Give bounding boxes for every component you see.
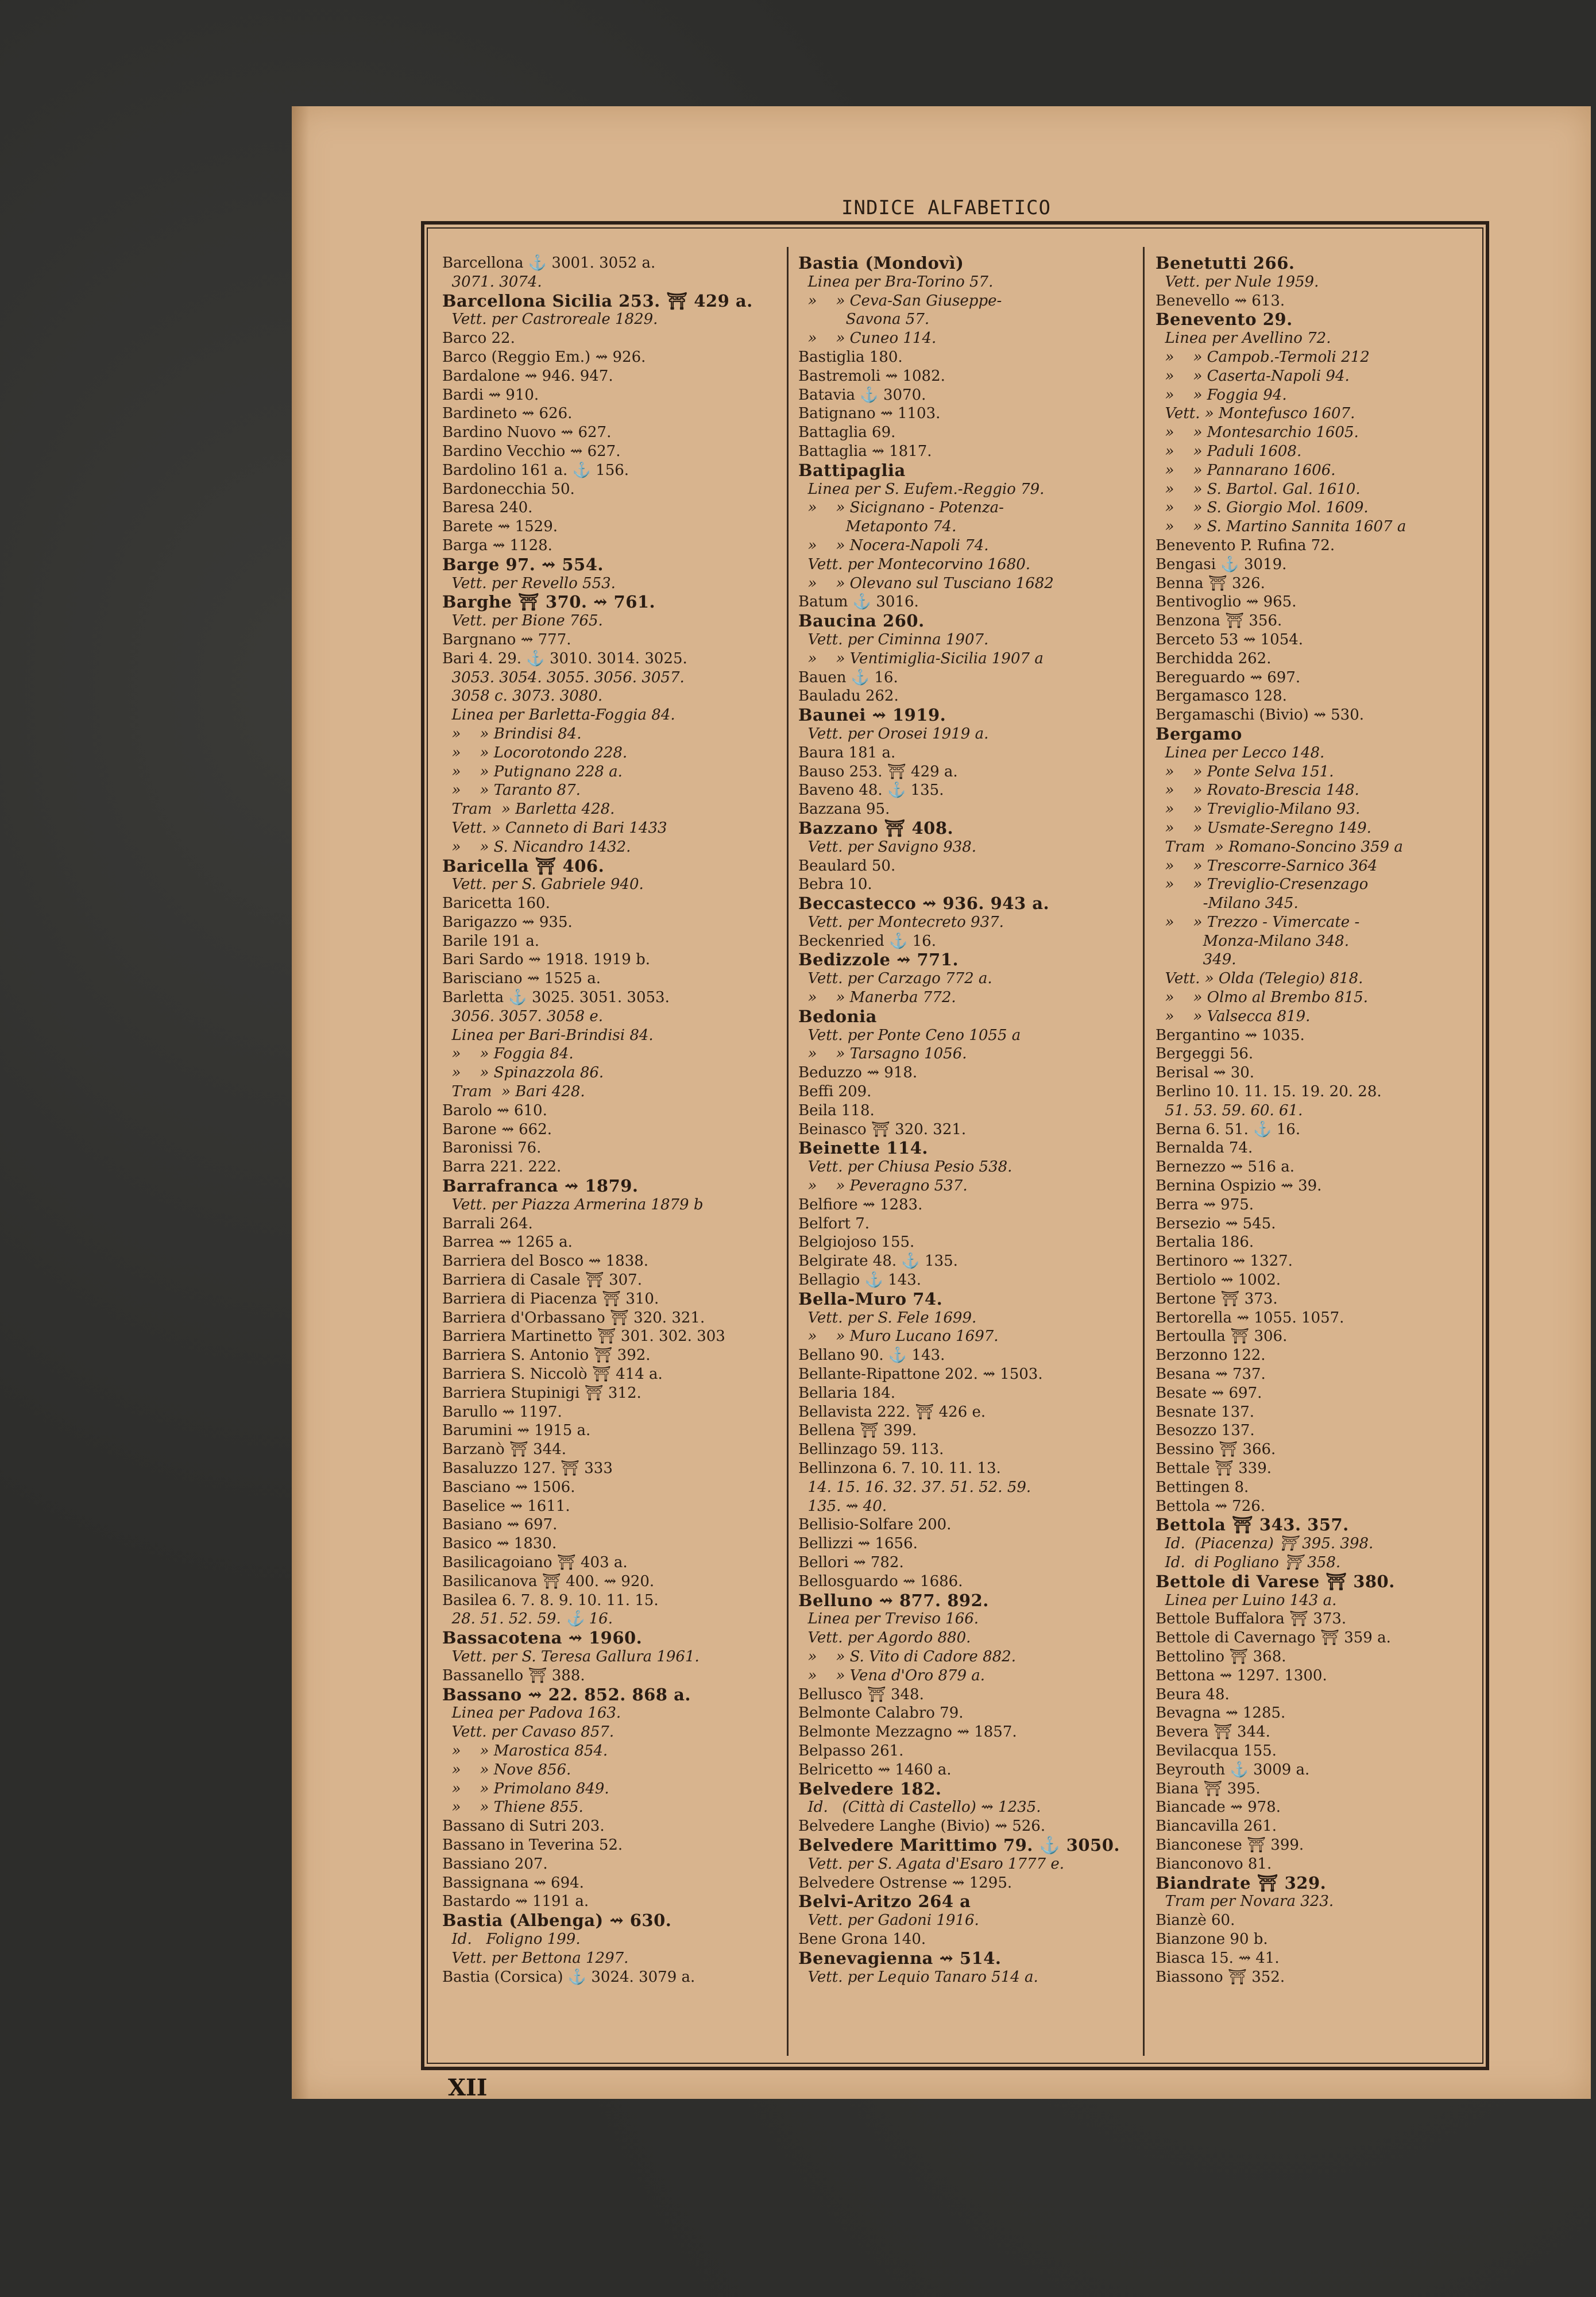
index-entry-line: Barile 191 a. bbox=[442, 932, 539, 950]
index-entry-line: » » Primolano 849. bbox=[442, 1780, 609, 1797]
index-entry-line: Benevagienna ⇝ 514. bbox=[798, 1948, 1002, 1968]
index-entry-line: Baronissi 76. bbox=[442, 1139, 542, 1157]
index-entry-line: Bastia (Corsica) ⚓ 3024. 3079 a. bbox=[442, 1968, 695, 1986]
index-entry-line: Bassano in Teverina 52. bbox=[442, 1836, 623, 1854]
index-entry-line: Vett. per Carzago 772 a. bbox=[798, 970, 992, 988]
index-entry-line: » » Pannarano 1606. bbox=[1156, 461, 1336, 479]
index-entry-line: Barriera di Casale ⛩ 307. bbox=[442, 1271, 642, 1289]
index-entry-line: Belgirate 48. ⚓ 135. bbox=[798, 1252, 958, 1270]
index-entry-line: Besnate 137. bbox=[1156, 1403, 1255, 1421]
index-entry-line: Berra ⇝ 975. bbox=[1156, 1196, 1254, 1213]
index-entry-line: » » Cuneo 114. bbox=[798, 330, 937, 347]
index-entry-line: Bellori ⇝ 782. bbox=[798, 1553, 904, 1571]
index-entry-line: Bianzè 60. bbox=[1156, 1912, 1235, 1929]
index-entry-line: Bazzana 95. bbox=[798, 801, 890, 818]
index-entry-line: Bassano di Sutri 203. bbox=[442, 1818, 605, 1835]
index-entry-line: 14. 15. 16. 32. 37. 51. 52. 59. bbox=[798, 1478, 1031, 1496]
index-entry-line: Id. (Città di Castello) ⇝ 1235. bbox=[798, 1799, 1041, 1816]
index-entry-line: » » Nove 856. bbox=[442, 1761, 571, 1778]
index-entry-line: Id. di Pogliano ⛩ 358. bbox=[1156, 1553, 1341, 1571]
index-entry-line: Vett. per Piazza Armerina 1879 b bbox=[442, 1196, 704, 1213]
index-entry-line: Bebra 10. bbox=[798, 876, 872, 894]
index-entry-line: Barga ⇝ 1128. bbox=[442, 536, 552, 554]
page-number: XII bbox=[448, 2074, 488, 2101]
index-entry-line: » » Thiene 855. bbox=[442, 1799, 583, 1816]
index-entry-line: Belvedere Ostrense ⇝ 1295. bbox=[798, 1874, 1013, 1892]
index-entry-line: Benevento 29. bbox=[1156, 310, 1293, 330]
index-entry-line: Benevento P. Rufina 72. bbox=[1156, 536, 1335, 554]
index-entry-line: Bernalda 74. bbox=[1156, 1139, 1253, 1157]
index-entry-line: Bertorella ⇝ 1055. 1057. bbox=[1156, 1309, 1344, 1327]
index-entry-line: Barletta ⚓ 3025. 3051. 3053. bbox=[442, 989, 670, 1007]
index-entry-line: Bardalone ⇝ 946. 947. bbox=[442, 367, 613, 385]
index-entry-line: Biana ⛩ 395. bbox=[1156, 1780, 1261, 1797]
index-entry-line: Bastardo ⇝ 1191 a. bbox=[442, 1893, 589, 1911]
index-entry-line: Savona 57. bbox=[798, 311, 930, 328]
index-entry-line: Belfort 7. bbox=[798, 1215, 870, 1232]
index-entry-line: 3071. 3074. bbox=[442, 273, 542, 291]
index-entry-line: Biancavilla 261. bbox=[1156, 1818, 1277, 1835]
index-entry-line: Linea per S. Eufem.-Reggio 79. bbox=[798, 480, 1045, 498]
index-entry-line: Basiano ⇝ 697. bbox=[442, 1516, 558, 1534]
index-entry-line: » » Ceva-San Giuseppe- bbox=[798, 292, 1002, 310]
index-entry-line: » » Tarsagno 1056. bbox=[798, 1045, 967, 1063]
index-entry-line: Berchidda 262. bbox=[1156, 649, 1272, 667]
index-entry-line: 3058 c. 3073. 3080. bbox=[442, 687, 603, 705]
index-entry-line: Bersezio ⇝ 545. bbox=[1156, 1215, 1276, 1232]
index-entry-line: » » S. Martino Sannita 1607 a bbox=[1156, 518, 1406, 536]
index-entry-line: » » Muro Lucano 1697. bbox=[798, 1328, 999, 1345]
index-entry-line: » » Foggia 94. bbox=[1156, 386, 1287, 404]
index-entry-line: Vett. per Orosei 1919 a. bbox=[798, 725, 989, 743]
index-entry-line: Bertone ⛩ 373. bbox=[1156, 1290, 1278, 1308]
index-entry-line: » » Montesarchio 1605. bbox=[1156, 424, 1359, 442]
index-entry-line: Berna 6. 51. ⚓ 16. bbox=[1156, 1120, 1301, 1138]
index-entry-line: Vett. per Montecreto 937. bbox=[798, 913, 1004, 931]
index-entry-line: Baselice ⇝ 1611. bbox=[442, 1497, 570, 1515]
index-entry-line: » » Foggia 84. bbox=[442, 1045, 574, 1063]
index-column-2 bbox=[798, 254, 1143, 2051]
index-entry-line: Biancade ⇝ 978. bbox=[1156, 1799, 1281, 1816]
index-entry-line: Tram » Romano-Soncino 359 a bbox=[1156, 838, 1403, 856]
index-entry-line: Bassanello ⛩ 388. bbox=[442, 1666, 585, 1684]
index-entry-line: Beyrouth ⚓ 3009 a. bbox=[1156, 1761, 1310, 1778]
index-entry-line: Barriera S. Antonio ⛩ 392. bbox=[442, 1347, 651, 1364]
index-entry-line: Bedonia bbox=[798, 1006, 877, 1026]
index-entry-line: Bellinzago 59. 113. bbox=[798, 1441, 944, 1459]
index-entry-line: Baveno 48. ⚓ 135. bbox=[798, 782, 944, 799]
index-column-1 bbox=[442, 254, 787, 2051]
index-entry-line: Vett. per Lequio Tanaro 514 a. bbox=[798, 1968, 1038, 1986]
index-entry-line: Baricella ⛩ 406. bbox=[442, 856, 605, 876]
index-entry-line: Bedizzole ⇝ 771. bbox=[798, 950, 959, 970]
index-entry-line: Barzanò ⛩ 344. bbox=[442, 1441, 567, 1459]
index-entry-line: Vett. » Montefusco 1607. bbox=[1156, 405, 1355, 423]
index-entry-line: Besate ⇝ 697. bbox=[1156, 1384, 1262, 1402]
index-entry-line: Bertoulla ⛩ 306. bbox=[1156, 1328, 1288, 1345]
index-entry-line: Bertinoro ⇝ 1327. bbox=[1156, 1252, 1293, 1270]
index-entry-line: Baura 181 a. bbox=[798, 744, 896, 761]
index-entry-line: 51. 53. 59. 60. 61. bbox=[1156, 1101, 1303, 1119]
index-entry-line: Vett. per Ponte Ceno 1055 a bbox=[798, 1026, 1021, 1044]
index-entry-line: Bettola ⇝ 726. bbox=[1156, 1497, 1266, 1515]
index-entry-line: Belmonte Mezzagno ⇝ 1857. bbox=[798, 1723, 1017, 1741]
index-entry-line: Bergeggi 56. bbox=[1156, 1045, 1254, 1063]
index-entry-line: Beaulard 50. bbox=[798, 857, 896, 875]
index-entry-line: Vett. per S. Gabriele 940. bbox=[442, 876, 644, 894]
index-entry-line: » » Olevano sul Tusciano 1682 bbox=[798, 574, 1054, 592]
index-entry-line: Bellaria 184. bbox=[798, 1384, 896, 1402]
index-entry-line: Beinette 114. bbox=[798, 1138, 928, 1158]
index-entry-line: Barolo ⇝ 610. bbox=[442, 1101, 547, 1119]
index-entry-line: » » Marostica 854. bbox=[442, 1742, 608, 1760]
index-entry-line: Barriera d'Orbassano ⛩ 320. 321. bbox=[442, 1309, 705, 1327]
index-entry-line: Monza-Milano 348. bbox=[1156, 932, 1349, 950]
index-entry-line: Barisciano ⇝ 1525 a. bbox=[442, 970, 601, 988]
index-entry-line: Bassano ⇝ 22. 852. 868 a. bbox=[442, 1684, 691, 1704]
index-entry-line: Bellante-Ripattone 202. ⇝ 1503. bbox=[798, 1366, 1043, 1383]
index-entry-line: Belfiore ⇝ 1283. bbox=[798, 1196, 923, 1213]
index-entry-line: Beura 48. bbox=[1156, 1685, 1230, 1703]
index-entry-line: Bianconese ⛩ 399. bbox=[1156, 1836, 1304, 1854]
column-rule-2 bbox=[1143, 247, 1145, 2056]
index-entry-line: » » Campob.-Termoli 212 bbox=[1156, 348, 1370, 366]
index-entry-line: Basilea 6. 7. 8. 9. 10. 11. 15. bbox=[442, 1591, 659, 1609]
index-entry-line: Bargnano ⇝ 777. bbox=[442, 631, 571, 648]
index-entry-line: » » Brindisi 84. bbox=[442, 725, 582, 743]
index-entry-line: Basilicanova ⛩ 400. ⇝ 920. bbox=[442, 1572, 655, 1590]
index-entry-line: Biasca 15. ⇝ 41. bbox=[1156, 1949, 1280, 1967]
index-entry-line: Battaglia ⇝ 1817. bbox=[798, 442, 932, 460]
index-entry-line: Bertiolo ⇝ 1002. bbox=[1156, 1271, 1281, 1289]
index-entry-line: Bari Sardo ⇝ 1918. 1919 b. bbox=[442, 951, 651, 969]
index-entry-line: Bari 4. 29. ⚓ 3010. 3014. 3025. bbox=[442, 649, 687, 667]
index-entry-line: Barone ⇝ 662. bbox=[442, 1120, 552, 1138]
index-entry-line: Bastiglia 180. bbox=[798, 348, 903, 366]
index-entry-line: Bettola ⛩ 343. 357. bbox=[1156, 1515, 1349, 1535]
index-entry-line: » » Manerba 772. bbox=[798, 989, 956, 1007]
index-entry-line: Bessino ⛩ 366. bbox=[1156, 1441, 1276, 1459]
index-entry-line: » » S. Bartol. Gal. 1610. bbox=[1156, 480, 1361, 498]
index-entry-line: Basaluzzo 127. ⛩ 333 bbox=[442, 1460, 613, 1477]
index-entry-line: Barrali 264. bbox=[442, 1215, 533, 1232]
index-entry-line: Bassignana ⇝ 694. bbox=[442, 1874, 584, 1892]
index-entry-line: 3056. 3057. 3058 e. bbox=[442, 1007, 604, 1025]
index-entry-line: Barrea ⇝ 1265 a. bbox=[442, 1233, 573, 1251]
index-entry-line: Baricetta 160. bbox=[442, 895, 550, 912]
index-entry-line: Bassacotena ⇝ 1960. bbox=[442, 1628, 643, 1648]
index-entry-line: Belmonte Calabro 79. bbox=[798, 1704, 964, 1722]
index-entry-line: Bernezzo ⇝ 516 a. bbox=[1156, 1158, 1295, 1176]
index-entry-line: Batignano ⇝ 1103. bbox=[798, 405, 941, 423]
index-entry-line: Bianconovo 81. bbox=[1156, 1855, 1272, 1873]
index-entry-line: Linea per Barletta-Foggia 84. bbox=[442, 706, 675, 724]
index-entry-line: -Milano 345. bbox=[1156, 895, 1299, 912]
index-entry-line: Linea per Treviso 166. bbox=[798, 1610, 979, 1628]
index-entry-line: » » Vena d'Oro 879 a. bbox=[798, 1666, 986, 1684]
index-entry-line: Bardino Vecchio ⇝ 627. bbox=[442, 442, 621, 460]
index-entry-line: Bettolino ⛩ 368. bbox=[1156, 1648, 1286, 1665]
index-entry-line: Beduzzo ⇝ 918. bbox=[798, 1064, 918, 1082]
index-entry-line: Linea per Bra-Torino 57. bbox=[798, 273, 994, 291]
index-entry-line: Bella-Muro 74. bbox=[798, 1289, 943, 1309]
index-entry-line: Bergamo bbox=[1156, 724, 1242, 744]
index-entry-line: Bellosguardo ⇝ 1686. bbox=[798, 1572, 963, 1590]
index-entry-line: Batum ⚓ 3016. bbox=[798, 593, 919, 611]
index-entry-line: Vett. per Cavaso 857. bbox=[442, 1723, 615, 1741]
index-entry-line: Linea per Padova 163. bbox=[442, 1704, 621, 1722]
index-entry-line: Bevilacqua 155. bbox=[1156, 1742, 1277, 1760]
index-entry-line: » » Taranto 87. bbox=[442, 782, 581, 799]
index-entry-line: Vett. per Bione 765. bbox=[442, 612, 603, 630]
index-entry-line: » » S. Vito di Cadore 882. bbox=[798, 1648, 1016, 1665]
index-entry-line: Linea per Avellino 72. bbox=[1156, 330, 1331, 347]
index-entry-line: Bertalia 186. bbox=[1156, 1233, 1254, 1251]
index-entry-line: » » S. Nicandro 1432. bbox=[442, 838, 631, 856]
index-entry-line: 3053. 3054. 3055. 3056. 3057. bbox=[442, 668, 685, 686]
index-entry-line: Linea per Luino 143 a. bbox=[1156, 1591, 1337, 1609]
index-entry-line: Bergamaschi (Bivio) ⇝ 530. bbox=[1156, 706, 1365, 724]
index-entry-line: » » Valsecca 819. bbox=[1156, 1007, 1311, 1025]
index-entry-line: Bergamasco 128. bbox=[1156, 687, 1287, 705]
index-entry-line: Vett. per S. Fele 1699. bbox=[798, 1309, 977, 1327]
index-entry-line: Barghe ⛩ 370. ⇝ 761. bbox=[442, 592, 656, 612]
index-entry-line: Barge 97. ⇝ 554. bbox=[442, 554, 604, 574]
index-entry-line: Vett. per S. Agata d'Esaro 1777 e. bbox=[798, 1855, 1065, 1873]
index-entry-line: Barriera del Bosco ⇝ 1838. bbox=[442, 1252, 649, 1270]
index-entry-line: Belvedere 182. bbox=[798, 1778, 942, 1799]
index-entry-line: Bazzano ⛩ 408. bbox=[798, 818, 954, 838]
index-entry-line: Biassono ⛩ 352. bbox=[1156, 1968, 1285, 1986]
index-entry-line: Bassiano 207. bbox=[442, 1855, 548, 1873]
index-entry-line: Belgiojoso 155. bbox=[798, 1233, 915, 1251]
index-entry-line: Beckenried ⚓ 16. bbox=[798, 932, 936, 950]
index-entry-line: Bauladu 262. bbox=[798, 687, 899, 705]
index-entry-line: Belluno ⇝ 877. 892. bbox=[798, 1590, 989, 1610]
index-entry-line: Baucina 260. bbox=[798, 611, 925, 631]
index-entry-line: » » Nocera-Napoli 74. bbox=[798, 536, 989, 554]
index-entry-line: » » Paduli 1608. bbox=[1156, 442, 1302, 460]
index-entry-line: Besana ⇝ 737. bbox=[1156, 1366, 1266, 1383]
index-entry-line: Barrafranca ⇝ 1879. bbox=[442, 1176, 639, 1196]
index-entry-line: Beffi 209. bbox=[798, 1083, 872, 1101]
index-entry-line: Bergantino ⇝ 1035. bbox=[1156, 1026, 1305, 1044]
index-entry-line: Bentivoglio ⇝ 965. bbox=[1156, 593, 1297, 611]
index-entry-line: » » S. Giorgio Mol. 1609. bbox=[1156, 499, 1369, 517]
index-entry-line: Barra 221. 222. bbox=[442, 1158, 562, 1176]
index-entry-line: Battipaglia bbox=[798, 460, 906, 480]
index-entry-line: Barriera Stupinigi ⛩ 312. bbox=[442, 1384, 642, 1402]
index-column-3 bbox=[1156, 254, 1500, 2051]
index-entry-line: Bastremoli ⇝ 1082. bbox=[798, 367, 945, 385]
index-entry-line: Berisal ⇝ 30. bbox=[1156, 1064, 1255, 1082]
index-entry-line: Vett. » Canneto di Bari 1433 bbox=[442, 819, 667, 837]
index-entry-line: Beila 118. bbox=[798, 1101, 875, 1119]
index-entry-line: 28. 51. 52. 59. ⚓ 16. bbox=[442, 1610, 613, 1628]
index-entry-line: » » Ponte Selva 151. bbox=[1156, 763, 1334, 780]
index-entry-line: Bettole Buffalora ⛩ 373. bbox=[1156, 1610, 1347, 1628]
index-entry-line: Bardi ⇝ 910. bbox=[442, 386, 539, 404]
index-entry-line: Vett. per Agordo 880. bbox=[798, 1629, 971, 1647]
index-entry-line: Baresa 240. bbox=[442, 499, 533, 517]
index-entry-line: Vett. per Savigno 938. bbox=[798, 838, 976, 856]
index-entry-line: Bauso 253. ⛩ 429 a. bbox=[798, 763, 958, 780]
index-entry-line: Barco (Reggio Em.) ⇝ 926. bbox=[442, 348, 646, 366]
index-entry-line: Benzona ⛩ 356. bbox=[1156, 612, 1282, 630]
index-entry-line: Metaponto 74. bbox=[798, 518, 957, 536]
index-entry-line: Belpasso 261. bbox=[798, 1742, 904, 1760]
index-entry-line: Linea per Lecco 148. bbox=[1156, 744, 1325, 761]
index-entry-line: » » Caserta-Napoli 94. bbox=[1156, 367, 1350, 385]
index-entry-line: Linea per Bari-Brindisi 84. bbox=[442, 1026, 654, 1044]
index-entry-line: Bernina Ospizio ⇝ 39. bbox=[1156, 1177, 1322, 1195]
index-entry-line: Bardino Nuovo ⇝ 627. bbox=[442, 424, 612, 442]
index-entry-line: Barcellona Sicilia 253. ⛩ 429 a. bbox=[442, 291, 753, 311]
index-entry-line: Beinasco ⛩ 320. 321. bbox=[798, 1120, 967, 1138]
index-entry-line: » » Treviglio-Milano 93. bbox=[1156, 801, 1361, 818]
index-entry-line: Bevagna ⇝ 1285. bbox=[1156, 1704, 1286, 1722]
index-entry-line: Bastia (Mondovì) bbox=[798, 254, 964, 273]
index-entry-line: Bellisio-Solfare 200. bbox=[798, 1516, 952, 1534]
index-entry-line: » » Spinazzola 86. bbox=[442, 1064, 604, 1082]
index-entry-line: Bellusco ⛩ 348. bbox=[798, 1685, 924, 1703]
index-entry-line: Bettole di Varese ⛩ 380. bbox=[1156, 1571, 1395, 1591]
index-entry-line: Bellagio ⚓ 143. bbox=[798, 1271, 922, 1289]
index-entry-line: Vett. per Chiusa Pesio 538. bbox=[798, 1158, 1013, 1176]
index-entry-line: » » Peveragno 537. bbox=[798, 1177, 968, 1195]
index-entry-line: Bardineto ⇝ 626. bbox=[442, 405, 573, 423]
index-entry-line: Vett. per Gadoni 1916. bbox=[798, 1912, 979, 1929]
index-entry-line: 135. ⇝ 40. bbox=[798, 1497, 887, 1515]
index-entry-line: Bevera ⛩ 344. bbox=[1156, 1723, 1270, 1741]
index-entry-line: » » Putignano 228 a. bbox=[442, 763, 623, 780]
index-entry-line: Barriera di Piacenza ⛩ 310. bbox=[442, 1290, 659, 1308]
index-entry-line: 349. bbox=[1156, 951, 1236, 969]
index-entry-line: » » Sicignano - Potenza- bbox=[798, 499, 1004, 517]
index-entry-line: Barco 22. bbox=[442, 330, 515, 347]
index-entry-line: Baunei ⇝ 1919. bbox=[798, 705, 946, 725]
index-entry-line: Vett. per Revello 553. bbox=[442, 574, 616, 592]
index-entry-line: Basciano ⇝ 1506. bbox=[442, 1478, 575, 1496]
page-gutter-shadow bbox=[292, 106, 309, 2099]
index-entry-line: Berzonno 122. bbox=[1156, 1347, 1266, 1364]
index-entry-line: Bettingen 8. bbox=[1156, 1478, 1249, 1496]
index-entry-line: Benevello ⇝ 613. bbox=[1156, 292, 1285, 310]
index-entry-line: Barullo ⇝ 1197. bbox=[442, 1403, 562, 1421]
index-entry-line: Vett. per Montecorvino 1680. bbox=[798, 555, 1031, 573]
index-entry-line: Vett. per Nule 1959. bbox=[1156, 273, 1319, 291]
index-entry-line: Bettale ⛩ 339. bbox=[1156, 1460, 1272, 1477]
index-entry-line: Biandrate ⛩ 329. bbox=[1156, 1873, 1327, 1893]
running-title: INDICE ALFABETICO bbox=[841, 196, 1051, 219]
index-entry-line: Bauen ⚓ 16. bbox=[798, 668, 898, 686]
index-entry-line: » » Rovato-Brescia 148. bbox=[1156, 782, 1359, 799]
index-entry-line: Bereguardo ⇝ 697. bbox=[1156, 668, 1301, 686]
index-entry-line: » » Ventimiglia-Sicilia 1907 a bbox=[798, 649, 1044, 667]
index-entry-line: Tram » Barletta 428. bbox=[442, 801, 615, 818]
index-entry-line: Bettona ⇝ 1297. 1300. bbox=[1156, 1666, 1327, 1684]
index-entry-line: Benna ⛩ 326. bbox=[1156, 574, 1265, 592]
index-entry-line: Id. Foligno 199. bbox=[442, 1930, 581, 1948]
index-entry-line: Bettole di Cavernago ⛩ 359 a. bbox=[1156, 1629, 1391, 1647]
index-entry-line: Tram » Bari 428. bbox=[442, 1083, 585, 1101]
index-entry-line: » » Treviglio-Cresenzago bbox=[1156, 876, 1369, 894]
index-entry-line: Bellena ⛩ 399. bbox=[798, 1422, 917, 1440]
index-entry-line: Vett. per Bettona 1297. bbox=[442, 1949, 629, 1967]
index-entry-line: Barumini ⇝ 1915 a. bbox=[442, 1422, 591, 1440]
index-entry-line: Belricetto ⇝ 1460 a. bbox=[798, 1761, 952, 1778]
index-entry-line: Barcellona ⚓ 3001. 3052 a. bbox=[442, 254, 656, 272]
index-entry-line: » » Trescorre-Sarnico 364 bbox=[1156, 857, 1378, 875]
index-entry-line: Tram per Novara 323. bbox=[1156, 1893, 1334, 1911]
index-entry-line: Vett. per S. Teresa Gallura 1961. bbox=[442, 1648, 700, 1665]
index-entry-line: Belvedere Langhe (Bivio) ⇝ 526. bbox=[798, 1818, 1046, 1835]
index-entry-line: Barriera S. Niccolò ⛩ 414 a. bbox=[442, 1366, 663, 1383]
index-entry-line: Bellinzona 6. 7. 10. 11. 13. bbox=[798, 1460, 1001, 1477]
index-entry-line: Bianzone 90 b. bbox=[1156, 1930, 1268, 1948]
index-entry-line: Basilicagoiano ⛩ 403 a. bbox=[442, 1553, 628, 1571]
index-entry-line: Vett. per Castroreale 1829. bbox=[442, 311, 658, 328]
index-entry-line: Bengasi ⚓ 3019. bbox=[1156, 555, 1287, 573]
index-entry-line: Belvedere Marittimo 79. ⚓ 3050. bbox=[798, 1835, 1120, 1855]
index-entry-line: Bardolino 161 a. ⚓ 156. bbox=[442, 461, 629, 479]
index-entry-line: Belvi-Aritzo 264 a bbox=[798, 1892, 971, 1912]
index-entry-line: Bellizzi ⇝ 1656. bbox=[798, 1535, 918, 1553]
index-entry-line: Barriera Martinetto ⛩ 301. 302. 303 bbox=[442, 1328, 725, 1345]
index-entry-line: Bellano 90. ⚓ 143. bbox=[798, 1347, 945, 1364]
index-entry-line: Bardonecchia 50. bbox=[442, 480, 575, 498]
index-entry-line: » » Usmate-Seregno 149. bbox=[1156, 819, 1371, 837]
index-entry-line: Beccastecco ⇝ 936. 943 a. bbox=[798, 894, 1050, 914]
index-entry-line: Batavia ⚓ 3070. bbox=[798, 386, 926, 404]
index-entry-line: » » Locorotondo 228. bbox=[442, 744, 628, 761]
index-entry-line: Berceto 53 ⇝ 1054. bbox=[1156, 631, 1304, 648]
index-entry-line: Battaglia 69. bbox=[798, 424, 896, 442]
index-entry-line: Besozzo 137. bbox=[1156, 1422, 1255, 1440]
index-entry-line: Berlino 10. 11. 15. 19. 20. 28. bbox=[1156, 1083, 1382, 1101]
index-entry-line: Barete ⇝ 1529. bbox=[442, 518, 558, 536]
index-entry-line: » » Trezzo - Vimercate - bbox=[1156, 913, 1360, 931]
index-entry-line: Vett. per Ciminna 1907. bbox=[798, 631, 989, 648]
index-entry-line: Benetutti 266. bbox=[1156, 254, 1295, 273]
index-entry-line: Basico ⇝ 1830. bbox=[442, 1535, 557, 1553]
index-entry-line: Id. (Piacenza) ⛩ 395. 398. bbox=[1156, 1535, 1374, 1553]
column-rule-1 bbox=[787, 247, 789, 2056]
index-entry-line: Bellavista 222. ⛩ 426 e. bbox=[798, 1403, 986, 1421]
index-entry-line: Bastia (Albenga) ⇝ 630. bbox=[442, 1911, 672, 1931]
index-entry-line: Vett. » Olda (Telegio) 818. bbox=[1156, 970, 1363, 988]
index-entry-line: Barigazzo ⇝ 935. bbox=[442, 913, 573, 931]
index-entry-line: » » Olmo al Brembo 815. bbox=[1156, 989, 1368, 1007]
index-entry-line: Bene Grona 140. bbox=[798, 1930, 926, 1948]
